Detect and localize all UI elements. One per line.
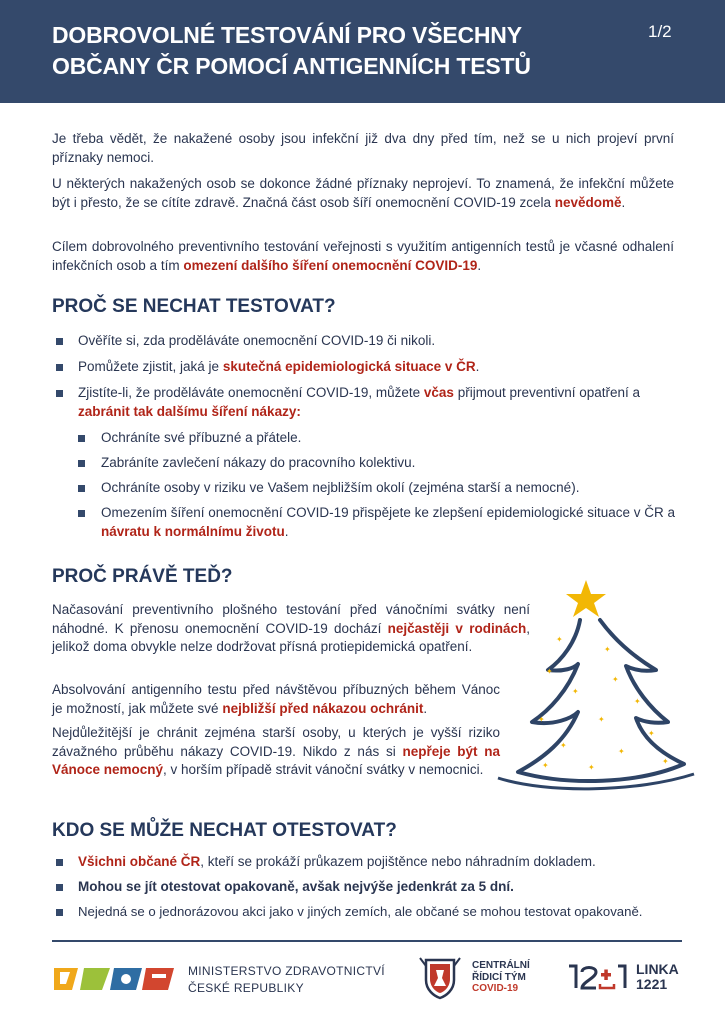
crt-emblem-icon — [416, 956, 464, 1000]
linka-line-2: 1221 — [636, 976, 668, 992]
bullet-square-icon — [78, 485, 85, 492]
ministry-logo — [52, 962, 176, 992]
svg-text:✦: ✦ — [618, 747, 625, 756]
svg-text:✦: ✦ — [556, 635, 563, 644]
linka-1221-logo — [566, 962, 630, 992]
title-line-2: OBČANY ČR POMOCÍ ANTIGENNÍCH TESTŮ — [52, 53, 531, 79]
footer-divider — [52, 940, 682, 942]
intro-p3-highlight: omezení dalšího šíření onemocnění COVID-19 — [183, 257, 478, 273]
crt-line-1: CENTRÁLNÍ — [472, 960, 530, 971]
why-b3-text: Zjistíte-li, že proděláváte onemocnění COVID-19, můžete — [78, 385, 424, 400]
svg-text:✦: ✦ — [612, 675, 619, 684]
bullet-square-icon — [56, 390, 63, 397]
bullet-square-icon — [78, 435, 85, 442]
why-b3-text-2: přijmout preventivní opatření a — [453, 385, 641, 400]
why-s4-end: . — [284, 523, 289, 539]
why-subbullet-1: Ochráníte své příbuzné a přátele. — [101, 430, 302, 445]
bullet-square-icon — [78, 510, 85, 517]
why-b3-highlight-2: zabránit tak dalšímu šíření nákazy: — [78, 403, 301, 419]
christmas-tree-icon — [488, 572, 698, 792]
linka-line-1: LINKA — [636, 961, 679, 977]
intro-p2-end: . — [621, 194, 626, 210]
bullet-square-icon — [78, 460, 85, 467]
svg-text:✦: ✦ — [546, 667, 553, 676]
section-heading-who: KDO SE MŮŽE NECHAT OTESTOVAT? — [52, 820, 397, 841]
why-b2-highlight: skutečná epidemiologická situace v ČR — [222, 359, 476, 374]
why-subbullet-3: Ochráníte osoby v riziku ve Vašem nejbližším okolí (zejména starší a nemocné). — [101, 480, 580, 495]
intro-p1-text: Je třeba vědět, že nakažené osoby jsou infekční již dva dny před tím, než se u nich projeví první příznaky nemoci. — [52, 131, 674, 165]
now-p2-highlight: nejbližší před nákazou ochránit — [222, 700, 424, 716]
bullet-square-icon — [56, 884, 63, 891]
now-paragraph-2 — [52, 681, 500, 718]
who-bullet-3: Nejedná se o jednorázovou akci jako v jiných zemích, ale občané se mohou testovat opakovaně. — [78, 904, 643, 919]
intro-paragraph-3 — [52, 238, 674, 275]
who-bullet-2: Mohou se jít otestovat opakovaně, avšak nejvýše jedenkrát za 5 dní. — [78, 879, 514, 894]
ministry-line-2: ČESKÉ REPUBLIKY — [188, 981, 304, 995]
why-bullet-2 — [78, 358, 682, 377]
page-number: 1/2 — [648, 22, 672, 41]
why-b2-text: Pomůžete zjistit, jaká je — [78, 359, 223, 374]
now-p3-text: Nejdůležitější je chránit zejména starší osoby, u kterých je vyšší riziko závažného průběhu nákazy COVID-19. Nikdo z nás si — [52, 725, 500, 759]
intro-p3-end: . — [477, 257, 482, 273]
why-bullet-3 — [78, 384, 682, 421]
now-p1-text: Načasování preventivního plošného testování před vánočními svátky není náhodné. K přenosu onemocnění COVID-19 dochází — [52, 602, 530, 636]
who-b1-text: , kteří se prokáží průkazem pojištěnce nebo náhradním dokladem. — [200, 854, 596, 869]
svg-text:✦: ✦ — [572, 687, 579, 696]
title-line-1: DOBROVOLNÉ TESTOVÁNÍ PRO VŠECHNY — [52, 22, 522, 48]
svg-text:✦: ✦ — [560, 741, 567, 750]
why-subbullet-2: Zabráníte zavlečení nákazy do pracovního kolektivu. — [101, 455, 416, 470]
section-heading-why: PROČ SE NECHAT TESTOVAT? — [52, 296, 336, 317]
bullet-square-icon — [56, 859, 63, 866]
now-paragraph-3 — [52, 724, 500, 780]
bullet-square-icon — [56, 338, 63, 345]
now-p1-end: , jelikož doma obvykle nelze dodržovat přísná protiepidemická opatření. — [52, 620, 530, 654]
svg-text:✦: ✦ — [648, 729, 655, 738]
crt-line-3: COVID-19 — [472, 983, 519, 994]
section-heading-now: PROČ PRÁVĚ TEĎ? — [52, 566, 233, 587]
ministry-line-1: MINISTERSTVO ZDRAVOTNICTVÍ — [188, 964, 385, 978]
why-s4-highlight: návratu k normálnímu životu — [101, 523, 285, 539]
ministry-name — [188, 963, 385, 997]
intro-paragraph-1 — [52, 130, 674, 167]
intro-p3-text: Cílem dobrovolného preventivního testování veřejnosti s využitím antigenních testů je včasné odhalení infekčních osob a tím — [52, 239, 674, 273]
who-b1-highlight: Všichni občané ČR — [78, 854, 201, 869]
page-title — [52, 20, 612, 82]
svg-text:✦: ✦ — [604, 645, 611, 654]
now-p2-text: Absolvování antigenního testu před návštěvou příbuzných během Vánoc je možností, jak můžete své — [52, 682, 500, 716]
why-bullet-1: Ověříte si, zda proděláváte onemocnění COVID-19 či nikoli. — [78, 333, 436, 348]
now-paragraph-1 — [52, 601, 530, 657]
intro-paragraph-2 — [52, 175, 674, 212]
svg-text:✦: ✦ — [662, 757, 669, 766]
bullet-square-icon — [56, 364, 63, 371]
why-s4-text: Omezením šíření onemocnění COVID-19 přispějete ke zlepšení epidemiologické situace v ČR a — [101, 505, 676, 520]
crt-name — [472, 960, 530, 995]
header-banner — [0, 0, 725, 103]
now-p3-end: , v horším případě strávit vánoční svátky v nemocnici. — [163, 762, 484, 777]
svg-text:✦: ✦ — [538, 715, 545, 724]
why-b2-end: . — [475, 359, 480, 374]
who-bullet-1 — [78, 853, 688, 872]
svg-text:✦: ✦ — [634, 697, 641, 706]
intro-p2-text: U některých nakažených osob se dokonce žádné příznaky neprojeví. To znamená, že infekční můžete být i přesto, že se cítíte zdravě. Značná část osob šíří onemocnění COVID-19 zcela — [52, 176, 674, 210]
now-p3-highlight: nepřeje být na Vánoce nemocný — [52, 743, 501, 777]
now-p1-highlight: nejčastěji v rodinách — [387, 620, 527, 636]
intro-p2-highlight: nevědomě — [554, 194, 622, 210]
why-b3-highlight-1: včas — [423, 385, 454, 400]
now-p2-end: . — [423, 700, 428, 716]
crt-line-2: ŘÍDICÍ TÝM — [472, 971, 526, 983]
svg-text:✦: ✦ — [542, 761, 549, 770]
bullet-square-icon — [56, 909, 63, 916]
svg-text:✦: ✦ — [588, 763, 595, 772]
linka-label — [636, 962, 679, 992]
why-subbullet-4 — [101, 504, 681, 541]
svg-text:✦: ✦ — [598, 715, 605, 724]
